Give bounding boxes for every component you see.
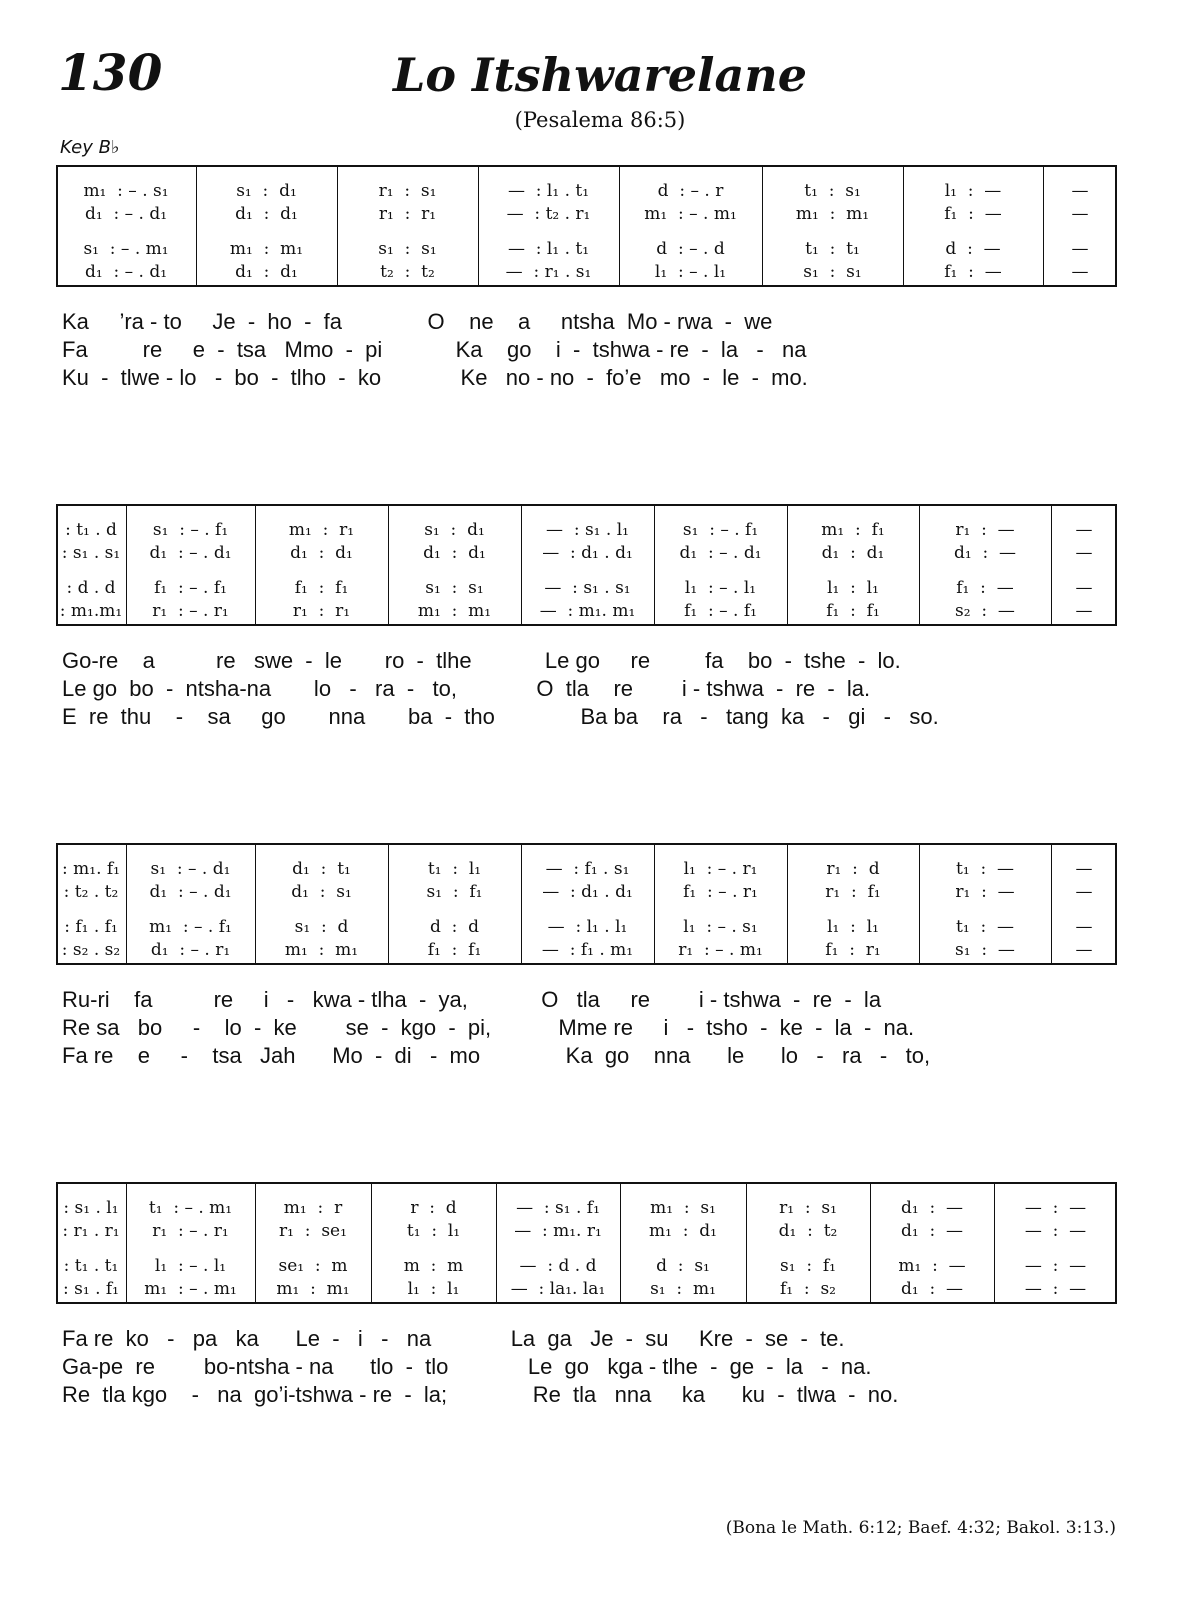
barline	[870, 1184, 871, 1302]
solfa-cell: : s₁ . l₁	[63, 1198, 119, 1218]
solfa-cell: —	[1075, 578, 1093, 598]
solfa-cell: s₁ : d₁	[424, 520, 485, 540]
hymn-title: Lo Itshwarelane	[392, 48, 808, 102]
solfa-cell: — : l₁ . t₁	[507, 239, 590, 259]
solfa-cell: f₁ : – . f₁	[684, 601, 757, 621]
solfa-cell: —	[1075, 859, 1093, 879]
barline	[521, 845, 522, 963]
solfa-cell: f₁ : r₁	[825, 940, 881, 960]
solfa-cell: r₁ : r₁	[378, 204, 437, 224]
solfa-cell: : d . d	[66, 578, 116, 598]
barline	[255, 845, 256, 963]
solfa-cell: l₁ : – . l₁	[684, 578, 757, 598]
solfa-cell: d₁ : —	[953, 543, 1017, 563]
barline	[1051, 506, 1052, 624]
solfa-cell: d₁ : —	[900, 1279, 964, 1299]
barline	[371, 1184, 372, 1302]
barline	[919, 845, 920, 963]
lyric-line-verse-3: Ku - tlwe - lo - bo - tlho - ko Ke no - no - fo’e mo - le - mo.	[62, 365, 808, 390]
solfa-cell: f₁ : —	[944, 262, 1002, 282]
solfa-cell: — : —	[1024, 1221, 1087, 1241]
lyric-line-verse-1: Go-re a re swe - le ro - tlhe Le go re fa bo - tshe - lo.	[62, 648, 901, 673]
solfa-cell: d : d	[429, 917, 480, 937]
solfa-cell: —	[1075, 520, 1093, 540]
solfa-cell: t₁ : s₁	[804, 181, 861, 201]
solfa-cell: s₁ : f₁	[780, 1256, 836, 1276]
solfa-cell: f₁ : f₁	[427, 940, 482, 960]
lyric-line-verse-1: Fa re ko - pa ka Le - i - na La ga Je - su Kre - se - te.	[62, 1326, 845, 1351]
solfa-cell: —	[1075, 882, 1093, 902]
barline	[654, 845, 655, 963]
solfa-cell: r₁ : d	[826, 859, 880, 879]
barline	[903, 167, 904, 285]
solfa-cell: f₁ : —	[944, 204, 1002, 224]
solfa-cell: s₁ : d₁	[236, 181, 297, 201]
solfa-cell: t₁ : t₁	[805, 239, 860, 259]
solfa-cell: d₁ : – . d₁	[679, 543, 762, 563]
solfa-cell: t₂ : t₂	[380, 262, 435, 282]
solfa-cell: m₁ : —	[898, 1256, 966, 1276]
lyric-line-verse-2: Le go bo - ntsha-na lo - ra - to, O tla re i - tshwa - re - la.	[62, 676, 871, 701]
solfa-cell: — : f₁ . m₁	[541, 940, 634, 960]
solfa-cell: m₁ : d₁	[649, 1221, 717, 1241]
solfa-cell: t₁ : – . m₁	[148, 1198, 233, 1218]
key-signature: Key B♭	[60, 137, 120, 158]
barline	[619, 167, 620, 285]
solfa-cell: —	[1071, 181, 1089, 201]
solfa-cell: m₁ : s₁	[650, 1198, 716, 1218]
solfa-cell: d : s₁	[656, 1256, 710, 1276]
lyric-line-verse-1: Ka ’ra - to Je - ho - fa O ne a ntsha Mo - rwa - we	[62, 309, 773, 334]
solfa-cell: t₁ : l₁	[406, 1221, 461, 1241]
solfa-cell: d₁ : – . d₁	[149, 543, 232, 563]
solfa-cell: m₁ : f₁	[821, 520, 885, 540]
solfa-cell: — : m₁. m₁	[539, 601, 636, 621]
solfa-cell: m₁ : r	[283, 1198, 343, 1218]
solfa-cell: l₁ : – . l₁	[154, 1256, 227, 1276]
solfa-cell: d₁ : t₂	[778, 1221, 838, 1241]
solfa-cell: d₁ : – . r₁	[150, 940, 231, 960]
barline	[196, 167, 197, 285]
solfa-cell: d₁ : —	[900, 1221, 964, 1241]
solfa-cell: — : s₁ . s₁	[544, 578, 631, 598]
solfa-cell: : t₂ . t₂	[63, 882, 119, 902]
solfa-cell: l₁ : —	[944, 181, 1002, 201]
solfa-cell: m : m	[403, 1256, 464, 1276]
solfa-cell: d₁ : d₁	[235, 262, 298, 282]
solfa-cell: m₁ : – . s₁	[83, 181, 169, 201]
solfa-cell: r₁ : r₁	[292, 601, 351, 621]
solfa-cell: — : d . d	[519, 1256, 597, 1276]
lyric-line-verse-3: E re thu - sa go nna ba - tho Ba ba ra - tang ka - gi - so.	[62, 704, 939, 729]
solfa-cell: se₁ : m	[278, 1256, 348, 1276]
staff-system-3	[56, 843, 1117, 965]
solfa-cell: d₁ : d₁	[423, 543, 486, 563]
solfa-cell: r₁ : s₁	[378, 181, 437, 201]
solfa-cell: s₁ : – . m₁	[83, 239, 169, 259]
solfa-cell: : t₁ . d	[65, 520, 117, 540]
solfa-cell: l₁ : l₁	[827, 917, 879, 937]
barline	[255, 1184, 256, 1302]
solfa-cell: — : m₁. r₁	[514, 1221, 602, 1241]
solfa-cell: l₁ : – . s₁	[683, 917, 758, 937]
solfa-cell: m₁ : – . m₁	[144, 1279, 237, 1299]
solfa-cell: m₁ : – . f₁	[149, 917, 232, 937]
solfa-cell: — : la₁. la₁	[510, 1279, 606, 1299]
solfa-cell: : s₁ . s₁	[61, 543, 121, 563]
solfa-cell: r₁ : s₁	[779, 1198, 837, 1218]
solfa-cell: d₁ : t₁	[292, 859, 351, 879]
solfa-cell: l₁ : l₁	[827, 578, 879, 598]
solfa-cell: l₁ : – . l₁	[654, 262, 727, 282]
lyric-line-verse-2: Fa re e - tsa Mmo - pi Ka go i - tshwa - re - la - na	[62, 337, 807, 362]
solfa-cell: d₁ : s₁	[291, 882, 352, 902]
solfa-cell: — : —	[1024, 1198, 1087, 1218]
solfa-cell: — : l₁ . t₁	[507, 181, 590, 201]
barline	[994, 1184, 995, 1302]
solfa-cell: r : d	[410, 1198, 457, 1218]
barline	[478, 167, 479, 285]
solfa-cell: f₁ : – . f₁	[154, 578, 227, 598]
solfa-cell: —	[1071, 204, 1089, 224]
barline	[787, 845, 788, 963]
solfa-cell: r₁ : —	[955, 520, 1015, 540]
solfa-cell: f₁ : f₁	[826, 601, 880, 621]
solfa-cell: — : d₁ . d₁	[542, 543, 633, 563]
solfa-cell: t₁ : —	[956, 859, 1014, 879]
solfa-cell: d : —	[945, 239, 1001, 259]
solfa-cell: d₁ : – . d₁	[84, 204, 168, 224]
barline	[126, 1184, 127, 1302]
solfa-cell: l₁ : l₁	[407, 1279, 460, 1299]
solfa-cell: — : f₁ . s₁	[545, 859, 630, 879]
solfa-cell: : t₁ . t₁	[63, 1256, 119, 1276]
barline	[521, 506, 522, 624]
solfa-cell: — : s₁ . l₁	[546, 520, 629, 540]
solfa-cell: s₁ : f₁	[426, 882, 483, 902]
barline	[388, 845, 389, 963]
solfa-cell: : s₂ . s₂	[61, 940, 121, 960]
solfa-cell: d : – . r	[657, 181, 724, 201]
staff-system-2	[56, 504, 1117, 626]
solfa-cell: s₁ : – . d₁	[150, 859, 231, 879]
solfa-cell: s₁ : d	[294, 917, 349, 937]
solfa-cell: d : – . d	[656, 239, 725, 259]
solfa-cell: d₁ : d₁	[290, 543, 353, 563]
solfa-cell: — : t₂ . r₁	[506, 204, 591, 224]
barline	[654, 506, 655, 624]
solfa-cell: —	[1075, 940, 1093, 960]
solfa-cell: s₁ : —	[955, 940, 1015, 960]
barline	[126, 506, 127, 624]
solfa-cell: — : l₁ . l₁	[547, 917, 628, 937]
solfa-cell: r₁ : f₁	[825, 882, 881, 902]
barline	[255, 506, 256, 624]
staff-system-4	[56, 1182, 1117, 1304]
solfa-cell: d₁ : – . d₁	[149, 882, 232, 902]
barline	[126, 845, 127, 963]
barline	[746, 1184, 747, 1302]
solfa-cell: : r₁ . r₁	[62, 1221, 120, 1241]
solfa-cell: f₁ : f₁	[294, 578, 349, 598]
lyric-line-verse-2: Ga-pe re bo-ntsha - na tlo - tlo Le go kga - tlhe - ge - la - na.	[62, 1354, 872, 1379]
solfa-cell: m₁ : m₁	[284, 940, 359, 960]
hymn-number: 130	[58, 43, 163, 102]
solfa-cell: — : —	[1024, 1279, 1087, 1299]
solfa-cell: m₁ : m₁	[229, 239, 304, 259]
solfa-cell: : m₁.m₁	[59, 601, 123, 621]
barline	[919, 506, 920, 624]
solfa-cell: s₁ : – . f₁	[152, 520, 229, 540]
staff-system-1	[56, 165, 1117, 287]
solfa-cell: s₂ : —	[955, 601, 1015, 621]
solfa-cell: r₁ : – . m₁	[678, 940, 763, 960]
barline	[337, 167, 338, 285]
solfa-cell: : m₁. f₁	[62, 859, 120, 879]
solfa-cell: s₁ : – . f₁	[682, 520, 759, 540]
solfa-cell: —	[1075, 917, 1093, 937]
solfa-cell: t₁ : l₁	[427, 859, 482, 879]
solfa-cell: —	[1075, 601, 1093, 621]
solfa-cell: l₁ : – . r₁	[683, 859, 758, 879]
barline	[787, 506, 788, 624]
solfa-cell: — : r₁ . s₁	[505, 262, 592, 282]
barline	[388, 506, 389, 624]
solfa-cell: —	[1071, 262, 1089, 282]
solfa-cell: r₁ : – . r₁	[152, 601, 229, 621]
lyric-line-verse-3: Re tla kgo - na go’i-tshwa - re - la; Re tla nna ka ku - tlwa - no.	[62, 1382, 899, 1407]
solfa-cell: r₁ : se₁	[279, 1221, 347, 1241]
solfa-cell: s₁ : s₁	[803, 262, 862, 282]
barline	[762, 167, 763, 285]
solfa-cell: — : —	[1024, 1256, 1087, 1276]
lyric-line-verse-1: Ru-ri fa re i - kwa - tlha - ya, O tla re i - tshwa - re - la	[62, 987, 882, 1012]
hymn-subtitle: (Pesalema 86:5)	[514, 108, 686, 132]
scripture-reference: (Bona le Math. 6:12; Baef. 4:32; Bakol. 3:13.)	[725, 1518, 1116, 1538]
solfa-cell: : f₁ . f₁	[64, 917, 118, 937]
solfa-cell: r₁ : – . r₁	[152, 1221, 229, 1241]
solfa-cell: d₁ : —	[900, 1198, 964, 1218]
solfa-cell: s₁ : s₁	[378, 239, 437, 259]
solfa-cell: m₁ : m₁	[795, 204, 870, 224]
solfa-cell: m₁ : r₁	[288, 520, 355, 540]
solfa-cell: t₁ : —	[956, 917, 1014, 937]
solfa-cell: — : s₁ . f₁	[516, 1198, 600, 1218]
solfa-cell: m₁ : m₁	[417, 601, 492, 621]
solfa-cell: m₁ : m₁	[276, 1279, 350, 1299]
barline	[1051, 845, 1052, 963]
solfa-cell: —	[1071, 239, 1089, 259]
solfa-cell: f₁ : – . r₁	[683, 882, 758, 902]
solfa-cell: f₁ : —	[956, 578, 1014, 598]
solfa-cell: s₁ : s₁	[425, 578, 484, 598]
solfa-cell: m₁ : – . m₁	[644, 204, 737, 224]
barline	[1043, 167, 1044, 285]
solfa-cell: —	[1075, 543, 1093, 563]
solfa-cell: s₁ : m₁	[650, 1279, 716, 1299]
solfa-cell: r₁ : —	[955, 882, 1015, 902]
solfa-cell: — : d₁ . d₁	[542, 882, 633, 902]
solfa-cell: f₁ : s₂	[780, 1279, 836, 1299]
barline	[496, 1184, 497, 1302]
solfa-cell: d₁ : d₁	[235, 204, 298, 224]
solfa-cell: : s₁ . f₁	[63, 1279, 119, 1299]
lyric-line-verse-2: Re sa bo - lo - ke se - kgo - pi, Mme re i - tsho - ke - la - na.	[62, 1015, 915, 1040]
solfa-cell: d₁ : d₁	[821, 543, 885, 563]
solfa-cell: d₁ : – . d₁	[84, 262, 168, 282]
barline	[620, 1184, 621, 1302]
lyric-line-verse-3: Fa re e - tsa Jah Mo - di - mo Ka go nna le lo - ra - to,	[62, 1043, 931, 1068]
